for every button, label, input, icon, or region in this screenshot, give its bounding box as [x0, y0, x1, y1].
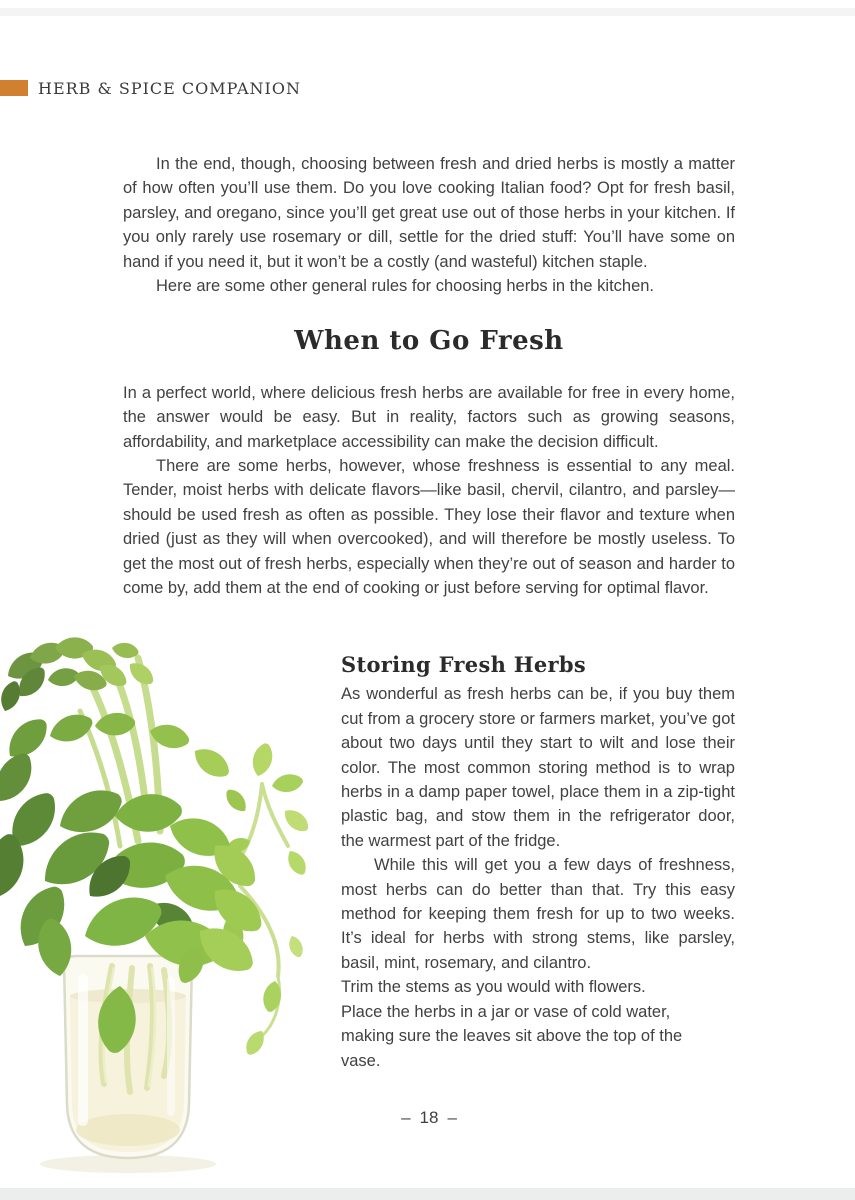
- intro-paragraph-2: Here are some other general rules for choosing herbs in the kitchen.: [156, 277, 655, 296]
- top-edge-strip: [0, 8, 855, 16]
- page-number-value: 18: [419, 1108, 439, 1127]
- orange-accent-bar: [0, 80, 28, 96]
- main-text-column: [123, 152, 735, 601]
- page-number: [123, 1108, 735, 1128]
- basil-in-jar-photo: [0, 636, 312, 1188]
- intro-paragraph-1: In the end, though, choosing between fresh and dried herbs is mostly a matter of how often you’ll use them. Do you love cooking Italian food? Opt for fresh basil, parsley, and oregano, since you’ll get great use out of those herbs in your kitchen. If you only rarely use rosemary or dill, settle for the dried stuff: You’ll have some on hand if you need it, but it won’t be a costly (and wasteful) kitchen staple.: [123, 155, 735, 271]
- running-header: [0, 78, 301, 98]
- book-title: HERB & SPICE COMPANION: [38, 78, 301, 98]
- page-number-dash-left: –: [401, 1108, 411, 1127]
- fresh-paragraph-1: In a perfect world, where delicious fresh herbs are available for free in every home, the answer would be easy. But in reality, factors such as growing seasons, affordability, and marketplace accessibility can make the decision difficult.: [123, 383, 735, 451]
- section-heading-storing-fresh-herbs: Storing Fresh Herbs: [341, 652, 587, 677]
- section-heading-when-to-go-fresh: When to Go Fresh: [294, 326, 564, 357]
- storing-step-1: Trim the stems as you would with flowers.: [341, 978, 646, 997]
- fresh-paragraph-2: There are some herbs, however, whose freshness is essential to any meal. Tender, moist herbs with delicate flavors—like basil, chervil, cilantro, and parsley—should be used fresh as often as possible. They lose their flavor and texture when dried (just as they will when overcooked), and will therefore be mostly useless. To get the most out of fresh herbs, especially when they’re out of season and harder to come by, add them at the end of cooking or just before serving for optimal flavor.: [123, 457, 735, 598]
- storing-paragraph-2: While this will get you a few days of freshness, most herbs can do better than that. Try this easy method for keeping them fresh for up to two weeks. It’s ideal for herbs with strong stems, like parsley, basil, mint, rosemary, and cilantro.: [341, 856, 735, 972]
- storing-column: [341, 653, 735, 1073]
- page-number-dash-right: –: [447, 1108, 457, 1127]
- storing-paragraph-1: As wonderful as fresh herbs can be, if you buy them cut from a grocery store or farmers market, you’ve got about two days until they start to wilt and lose their color. The most common storing method is to wrap herbs in a damp paper towel, place them in a zip-tight plastic bag, and stow them in the refrigerator door, the warmest part of the fridge.: [341, 685, 735, 850]
- bottom-edge-strip: [0, 1188, 855, 1200]
- storing-step-2: Place the herbs in a jar or vase of cold water, making sure the leaves sit above the top of the vase.: [341, 1002, 683, 1070]
